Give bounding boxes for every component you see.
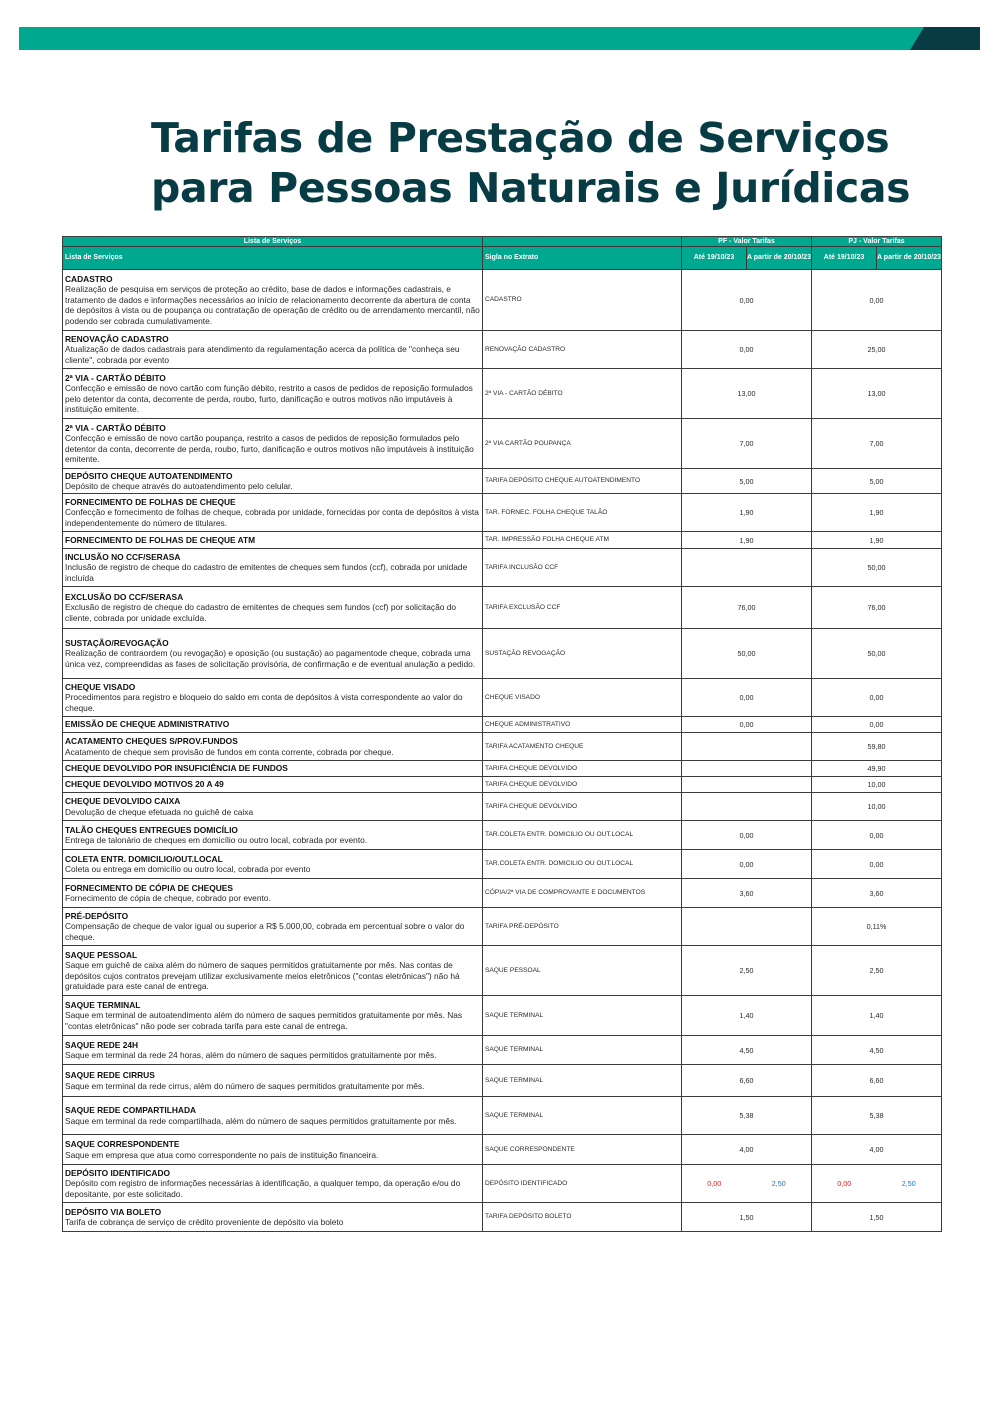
sigla-cell: SAQUE PESSOAL: [483, 946, 682, 996]
service-name: SAQUE REDE COMPARTILHADA: [65, 1105, 197, 1115]
sigla-cell: TARIFA INCLUSÃO CCF: [483, 549, 682, 587]
sigla-cell: TAR. FORNEC. FOLHA CHEQUE TALÃO: [483, 494, 682, 532]
service-description: Inclusão de registro de cheque do cadastro de emitentes de cheques sem fundos (ccf), cobrada por unidade incluída: [65, 562, 468, 583]
table-row: [63, 793, 942, 821]
table-row: [63, 733, 942, 761]
pf-value-cell: [682, 1165, 812, 1203]
service-description: Saque em terminal da rede 24 horas, além do número de saques permitidos gratuitamente por mês.: [65, 1050, 437, 1060]
top-accent-bar: [19, 27, 980, 50]
page-title-line-1: Tarifas de Prestação de Serviços: [151, 114, 890, 162]
pf-value-cell: [682, 908, 812, 946]
table-row: [63, 761, 942, 777]
column-header-pj-until: Até 19/10/23: [812, 247, 877, 270]
pf-value-cell: [682, 733, 812, 761]
service-description: Atualização de dados cadastrais para atendimento da regulamentação acerca da política de "conheça seu cliente", cobrada por evento: [65, 344, 460, 365]
pj-value-cell: 7,00: [812, 419, 942, 469]
pj-value-cell: 0,00: [812, 717, 942, 733]
service-description: Saque em terminal da rede compartilhada, além do número de saques permitidos gratuitamente por mês.: [65, 1115, 457, 1126]
table-row: [63, 549, 942, 587]
service-name: CHEQUE VISADO: [65, 681, 136, 692]
service-description: Confecção e fornecimento de folhas de cheque, cobrada por unidade, fornecidas por conta de depósitos à vista independentemente do número de titulares.: [65, 507, 479, 528]
pf-value-cell: 1,90: [682, 532, 812, 549]
table-row: [63, 494, 942, 532]
service-name: TALÃO CHEQUES ENTREGUES DOMICÍLIO: [65, 824, 238, 835]
table-row: [63, 1097, 942, 1135]
pj-value-cell: 0,00: [812, 850, 942, 879]
column-header-sigla: Sigla no Extrato: [483, 247, 682, 270]
sigla-cell: CHEQUE VISADO: [483, 679, 682, 717]
pj-value-cell: 0,11%: [812, 908, 942, 946]
pf-value-cell: 0,00: [682, 717, 812, 733]
service-cell: [63, 532, 483, 549]
sigla-cell: SAQUE TERMINAL: [483, 1065, 682, 1097]
pf-value-cell: [682, 777, 812, 793]
pj-value-cell: 50,00: [812, 629, 942, 679]
service-name: 2ª VIA - CARTÃO DÉBITO: [65, 422, 166, 433]
column-header-pj-from: A partir de 20/10/23: [877, 247, 942, 270]
service-description: Depósito com registro de informações necessárias à identificação, a qualquer tempo, da operação e/ou do depositante, por este solicitado.: [65, 1178, 461, 1199]
service-cell: [63, 369, 483, 419]
pj-value-cell: 4,50: [812, 1036, 942, 1065]
table-row: [63, 1135, 942, 1165]
pj-value-cell: 10,00: [812, 793, 942, 821]
service-cell: [63, 1097, 483, 1135]
pj-value-cell: 13,00: [812, 369, 942, 419]
pj-value-cell: 0,00: [812, 270, 942, 331]
pj-value-cell: 50,00: [812, 549, 942, 587]
service-name: SAQUE TERMINAL: [65, 999, 141, 1010]
service-description: Tarifa de cobrança de serviço de crédito proveniente de depósito via boleto: [65, 1217, 344, 1227]
pf-value-cell: 0,00: [682, 850, 812, 879]
pf-value-cell: 4,50: [682, 1036, 812, 1065]
service-cell: [63, 996, 483, 1036]
table-row: [63, 717, 942, 733]
service-cell: [63, 270, 483, 331]
pf-value-cell: 1,50: [682, 1203, 812, 1232]
service-description: Confecção e emissão de novo cartão poupança, restrito a casos de pedidos de reposição formulados pelo detentor da conta, decorrente de perda, roubo, furto, danificação e outros motivos não imputáveis à instituição emitente.: [65, 433, 474, 464]
table-row: [63, 850, 942, 879]
service-description: Depósito de cheque através do autoatendimento pelo celular.: [65, 481, 293, 491]
service-cell: [63, 1036, 483, 1065]
sigla-cell: TARIFA CHEQUE DEVOLVIDO: [483, 793, 682, 821]
service-cell: [63, 733, 483, 761]
pj-split-values: [812, 1179, 941, 1188]
table-row: [63, 469, 942, 494]
pf-value-cell: 0,00: [682, 270, 812, 331]
top-accent-bar-dark-tip: [910, 27, 980, 50]
service-cell: [63, 587, 483, 629]
table-row: [63, 532, 942, 549]
service-name: 2ª VIA - CARTÃO DÉBITO: [65, 372, 166, 383]
group-header-pj: PJ - Valor Tarifas: [812, 237, 942, 247]
pf-value-cell: 6,60: [682, 1065, 812, 1097]
pj-value-cell: [812, 1165, 942, 1203]
sigla-cell: SAQUE TERMINAL: [483, 996, 682, 1036]
service-description: Procedimentos para registro e bloqueio do saldo em conta de depósitos à vista correspondente ao valor do cheque.: [65, 692, 463, 713]
pj-value-cell: 2,50: [812, 946, 942, 996]
service-name: SUSTAÇÃO/REVOGAÇÃO: [65, 637, 169, 648]
service-cell: [63, 777, 483, 793]
service-cell: [63, 946, 483, 996]
table-row: [63, 1065, 942, 1097]
service-name: FORNECIMENTO DE FOLHAS DE CHEQUE ATM: [65, 534, 256, 545]
sigla-cell: TARIFA CHEQUE DEVOLVIDO: [483, 777, 682, 793]
service-name: ACATAMENTO CHEQUES S/PROV.FUNDOS: [65, 736, 238, 746]
column-header-service: Lista de Serviços: [63, 247, 483, 270]
service-name: SAQUE PESSOAL: [65, 949, 138, 960]
pj-value-cell: 1,50: [812, 1203, 942, 1232]
pf-value-from: 2,50: [771, 1179, 786, 1188]
service-cell: [63, 1135, 483, 1165]
service-description: Exclusão de registro de cheque do cadastro de emitentes de cheques sem fundos (ccf) por solicitação do cliente, cobrada por unidade excluída.: [65, 602, 457, 623]
service-cell: [63, 879, 483, 908]
sigla-cell: TARIFA PRÉ-DEPÓSITO: [483, 908, 682, 946]
service-cell: [63, 629, 483, 679]
service-name: CHEQUE DEVOLVIDO POR INSUFICIÊNCIA DE FUNDOS: [65, 763, 288, 774]
table-row: [63, 821, 942, 850]
service-cell: [63, 850, 483, 879]
service-description: Fornecimento de cópia de cheque, cobrado por evento.: [65, 893, 271, 903]
column-header-row: [63, 247, 942, 270]
service-cell: [63, 793, 483, 821]
service-cell: [63, 908, 483, 946]
pj-value-cell: 10,00: [812, 777, 942, 793]
table-row: [63, 777, 942, 793]
sigla-cell: SAQUE CORRESPONDENTE: [483, 1135, 682, 1165]
service-description: Saque em terminal da rede cirrus, além do número de saques permitidos gratuitamente por mês.: [65, 1080, 425, 1091]
sigla-cell: 2ª VIA CARTÃO POUPANÇA: [483, 419, 682, 469]
pf-value-cell: 0,00: [682, 679, 812, 717]
service-name: PRÉ-DEPÓSITO: [65, 910, 129, 921]
pf-value-until: 0,00: [707, 1179, 722, 1188]
table-row: [63, 996, 942, 1036]
service-description: Saque em terminal de autoatendimento além do número de saques permitidos gratuitamente por mês. Nas "contas eletrônicas" não pode ser cobrada tarifa para este canal de entrega.: [65, 1010, 463, 1031]
column-header-pf-until: Até 19/10/23: [682, 247, 747, 270]
sigla-cell: SUSTAÇÃO REVOGAÇÃO: [483, 629, 682, 679]
service-name: FORNECIMENTO DE FOLHAS DE CHEQUE: [65, 496, 236, 507]
service-description: Saque em empresa que atua como correspondente no país de instituição financeira.: [65, 1149, 379, 1160]
sigla-cell: SAQUE TERMINAL: [483, 1036, 682, 1065]
group-header-row: [63, 237, 942, 247]
service-description: Saque em guichê de caixa além do número de saques permitidos gratuitamente por mês. Nas contas de depósitos cujos contratos prevejam utilizar exclusivamente meios eletrônicos ("contas eletrônicas") não há gratuidade para este canal de entrega.: [65, 960, 460, 991]
service-cell: [63, 494, 483, 532]
table-row: [63, 908, 942, 946]
pf-value-cell: 7,00: [682, 419, 812, 469]
service-description: Realização de contraordem (ou revogação) e oposição (ou sustação) ao pagamentode cheque, cobrada uma única vez, compreendidas as fases de solicitação provisória, de confirmação e de eventual anulação a pedido.: [65, 648, 476, 669]
service-cell: [63, 419, 483, 469]
service-name: DEPÓSITO CHEQUE AUTOATENDIMENTO: [65, 470, 233, 481]
column-header-pf-from: A partir de 20/10/23: [747, 247, 812, 270]
service-name: CHEQUE DEVOLVIDO MOTIVOS 20 A 49: [65, 779, 224, 790]
pf-value-cell: [682, 761, 812, 777]
sigla-cell: CÓPIA/2ª VIA DE COMPROVANTE E DOCUMENTOS: [483, 879, 682, 908]
group-header-empty: [483, 237, 682, 247]
service-description: Coleta ou entrega em domicílio ou outro local, cobrada por evento: [65, 864, 311, 874]
pj-value-cell: 59,80: [812, 733, 942, 761]
sigla-cell: TARIFA DEPÓSITO BOLETO: [483, 1203, 682, 1232]
pf-value-cell: 5,38: [682, 1097, 812, 1135]
pj-value-cell: 6,60: [812, 1065, 942, 1097]
pf-value-cell: 13,00: [682, 369, 812, 419]
pj-value-until: 0,00: [837, 1179, 852, 1188]
group-header-services: Lista de Serviços: [63, 237, 483, 247]
service-description: Entrega de talonário de cheques em domicílio ou outro local, cobrada por evento.: [65, 835, 368, 845]
pf-value-cell: 2,50: [682, 946, 812, 996]
sigla-cell: RENOVAÇÃO CADASTRO: [483, 331, 682, 369]
service-name: RENOVAÇÃO CADASTRO: [65, 333, 169, 344]
table-row: [63, 879, 942, 908]
service-name: EXCLUSÃO DO CCF/SERASA: [65, 591, 184, 602]
pj-value-from: 2,50: [901, 1179, 916, 1188]
service-name: FORNECIMENTO DE CÓPIA DE CHEQUES: [65, 882, 233, 893]
service-name: DEPÓSITO VIA BOLETO: [65, 1206, 162, 1217]
pf-split-values: [682, 1179, 811, 1188]
pf-value-cell: [682, 549, 812, 587]
page-title-line-2: para Pessoas Naturais e Jurídicas: [151, 164, 911, 212]
service-cell: [63, 1165, 483, 1203]
table-row: [63, 1203, 942, 1232]
service-description: Acatamento de cheque sem provisão de fundos em conta corrente, cobrada por cheque.: [65, 746, 394, 757]
service-name: CHEQUE DEVOLVIDO CAIXA: [65, 796, 181, 806]
sigla-cell: SAQUE TERMINAL: [483, 1097, 682, 1135]
service-name: DEPÓSITO IDENTIFICADO: [65, 1167, 171, 1178]
pf-value-cell: [682, 793, 812, 821]
pj-value-cell: 3,60: [812, 879, 942, 908]
service-name: SAQUE CORRESPONDENTE: [65, 1139, 180, 1149]
service-cell: [63, 469, 483, 494]
pj-value-cell: 5,00: [812, 469, 942, 494]
pf-value-cell: 1,40: [682, 996, 812, 1036]
sigla-cell: TARIFA EXCLUSÃO CCF: [483, 587, 682, 629]
service-name: SAQUE REDE CIRRUS: [65, 1070, 155, 1080]
service-name: EMISSÃO DE CHEQUE ADMINISTRATIVO: [65, 719, 230, 730]
pj-value-cell: 49,90: [812, 761, 942, 777]
table-row: [63, 629, 942, 679]
service-name: SAQUE REDE 24H: [65, 1039, 139, 1050]
service-name: CADASTRO: [65, 273, 113, 284]
table-row: [63, 946, 942, 996]
table-row: [63, 270, 942, 331]
pf-value-cell: 0,00: [682, 331, 812, 369]
sigla-cell: TARIFA DEPÓSITO CHEQUE AUTOATENDIMENTO: [483, 469, 682, 494]
service-cell: [63, 1203, 483, 1232]
group-header-pf: PF - Valor Tarifas: [682, 237, 812, 247]
service-description: Devolução de cheque efetuada no guichê de caixa: [65, 806, 254, 817]
sigla-cell: TARIFA ACATAMENTO CHEQUE: [483, 733, 682, 761]
sigla-cell: CADASTRO: [483, 270, 682, 331]
sigla-cell: TAR.COLETA ENTR. DOMICILIO OU OUT.LOCAL: [483, 850, 682, 879]
fees-table: [62, 236, 942, 1232]
table-row: [63, 1165, 942, 1203]
pf-value-cell: 1,90: [682, 494, 812, 532]
page-title: [151, 113, 910, 213]
service-cell: [63, 331, 483, 369]
pf-value-cell: 76,00: [682, 587, 812, 629]
pf-value-cell: 50,00: [682, 629, 812, 679]
pj-value-cell: 1,40: [812, 996, 942, 1036]
table-row: [63, 369, 942, 419]
table-row: [63, 679, 942, 717]
pj-value-cell: 0,00: [812, 679, 942, 717]
service-cell: [63, 1065, 483, 1097]
sigla-cell: TARIFA CHEQUE DEVOLVIDO: [483, 761, 682, 777]
table-row: [63, 587, 942, 629]
service-cell: [63, 717, 483, 733]
table-row: [63, 331, 942, 369]
service-name: INCLUSÃO NO CCF/SERASA: [65, 551, 181, 562]
pj-value-cell: 4,00: [812, 1135, 942, 1165]
sigla-cell: DEPÓSITO IDENTIFICADO: [483, 1165, 682, 1203]
sigla-cell: 2ª VIA - CARTÃO DÉBITO: [483, 369, 682, 419]
pf-value-cell: 3,60: [682, 879, 812, 908]
sigla-cell: CHEQUE ADMINISTRATIVO: [483, 717, 682, 733]
table-row: [63, 1036, 942, 1065]
pj-value-cell: 76,00: [812, 587, 942, 629]
service-description: Compensação de cheque de valor igual ou superior a R$ 5.000,00, cobrada em percentual sobre o valor do cheque.: [65, 921, 465, 942]
sigla-cell: TAR.COLETA ENTR. DOMICILIO OU OUT.LOCAL: [483, 821, 682, 850]
sigla-cell: TAR. IMPRESSÃO FOLHA CHEQUE ATM: [483, 532, 682, 549]
service-cell: [63, 549, 483, 587]
service-description: Realização de pesquisa em serviços de proteção ao crédito, base de dados e informações cadastrais, e tratamento de dados e informações necessários ao início de relacionamento decorrente da abertura de conta de depósitos à vista ou de poupança ou contratação de operação de crédito ou de arrendamento mercantil, não podendo ser cobrada cumulativamente.: [65, 284, 480, 326]
service-cell: [63, 679, 483, 717]
pj-value-cell: 25,00: [812, 331, 942, 369]
table-row: [63, 419, 942, 469]
pf-value-cell: 5,00: [682, 469, 812, 494]
pj-value-cell: 0,00: [812, 821, 942, 850]
pj-value-cell: 1,90: [812, 532, 942, 549]
pf-value-cell: 0,00: [682, 821, 812, 850]
service-cell: [63, 821, 483, 850]
pj-value-cell: 1,90: [812, 494, 942, 532]
service-cell: [63, 761, 483, 777]
service-name: COLETA ENTR. DOMICILIO/OUT.LOCAL: [65, 853, 223, 864]
service-description: Confecção e emissão de novo cartão com função débito, restrito a casos de pedidos de reposição formulados pelo detentor da conta, decorrente de perda, roubo, furto, danificação e outros motivos não imputáveis à instituição emitente.: [65, 383, 473, 414]
pj-value-cell: 5,38: [812, 1097, 942, 1135]
pf-value-cell: 4,00: [682, 1135, 812, 1165]
